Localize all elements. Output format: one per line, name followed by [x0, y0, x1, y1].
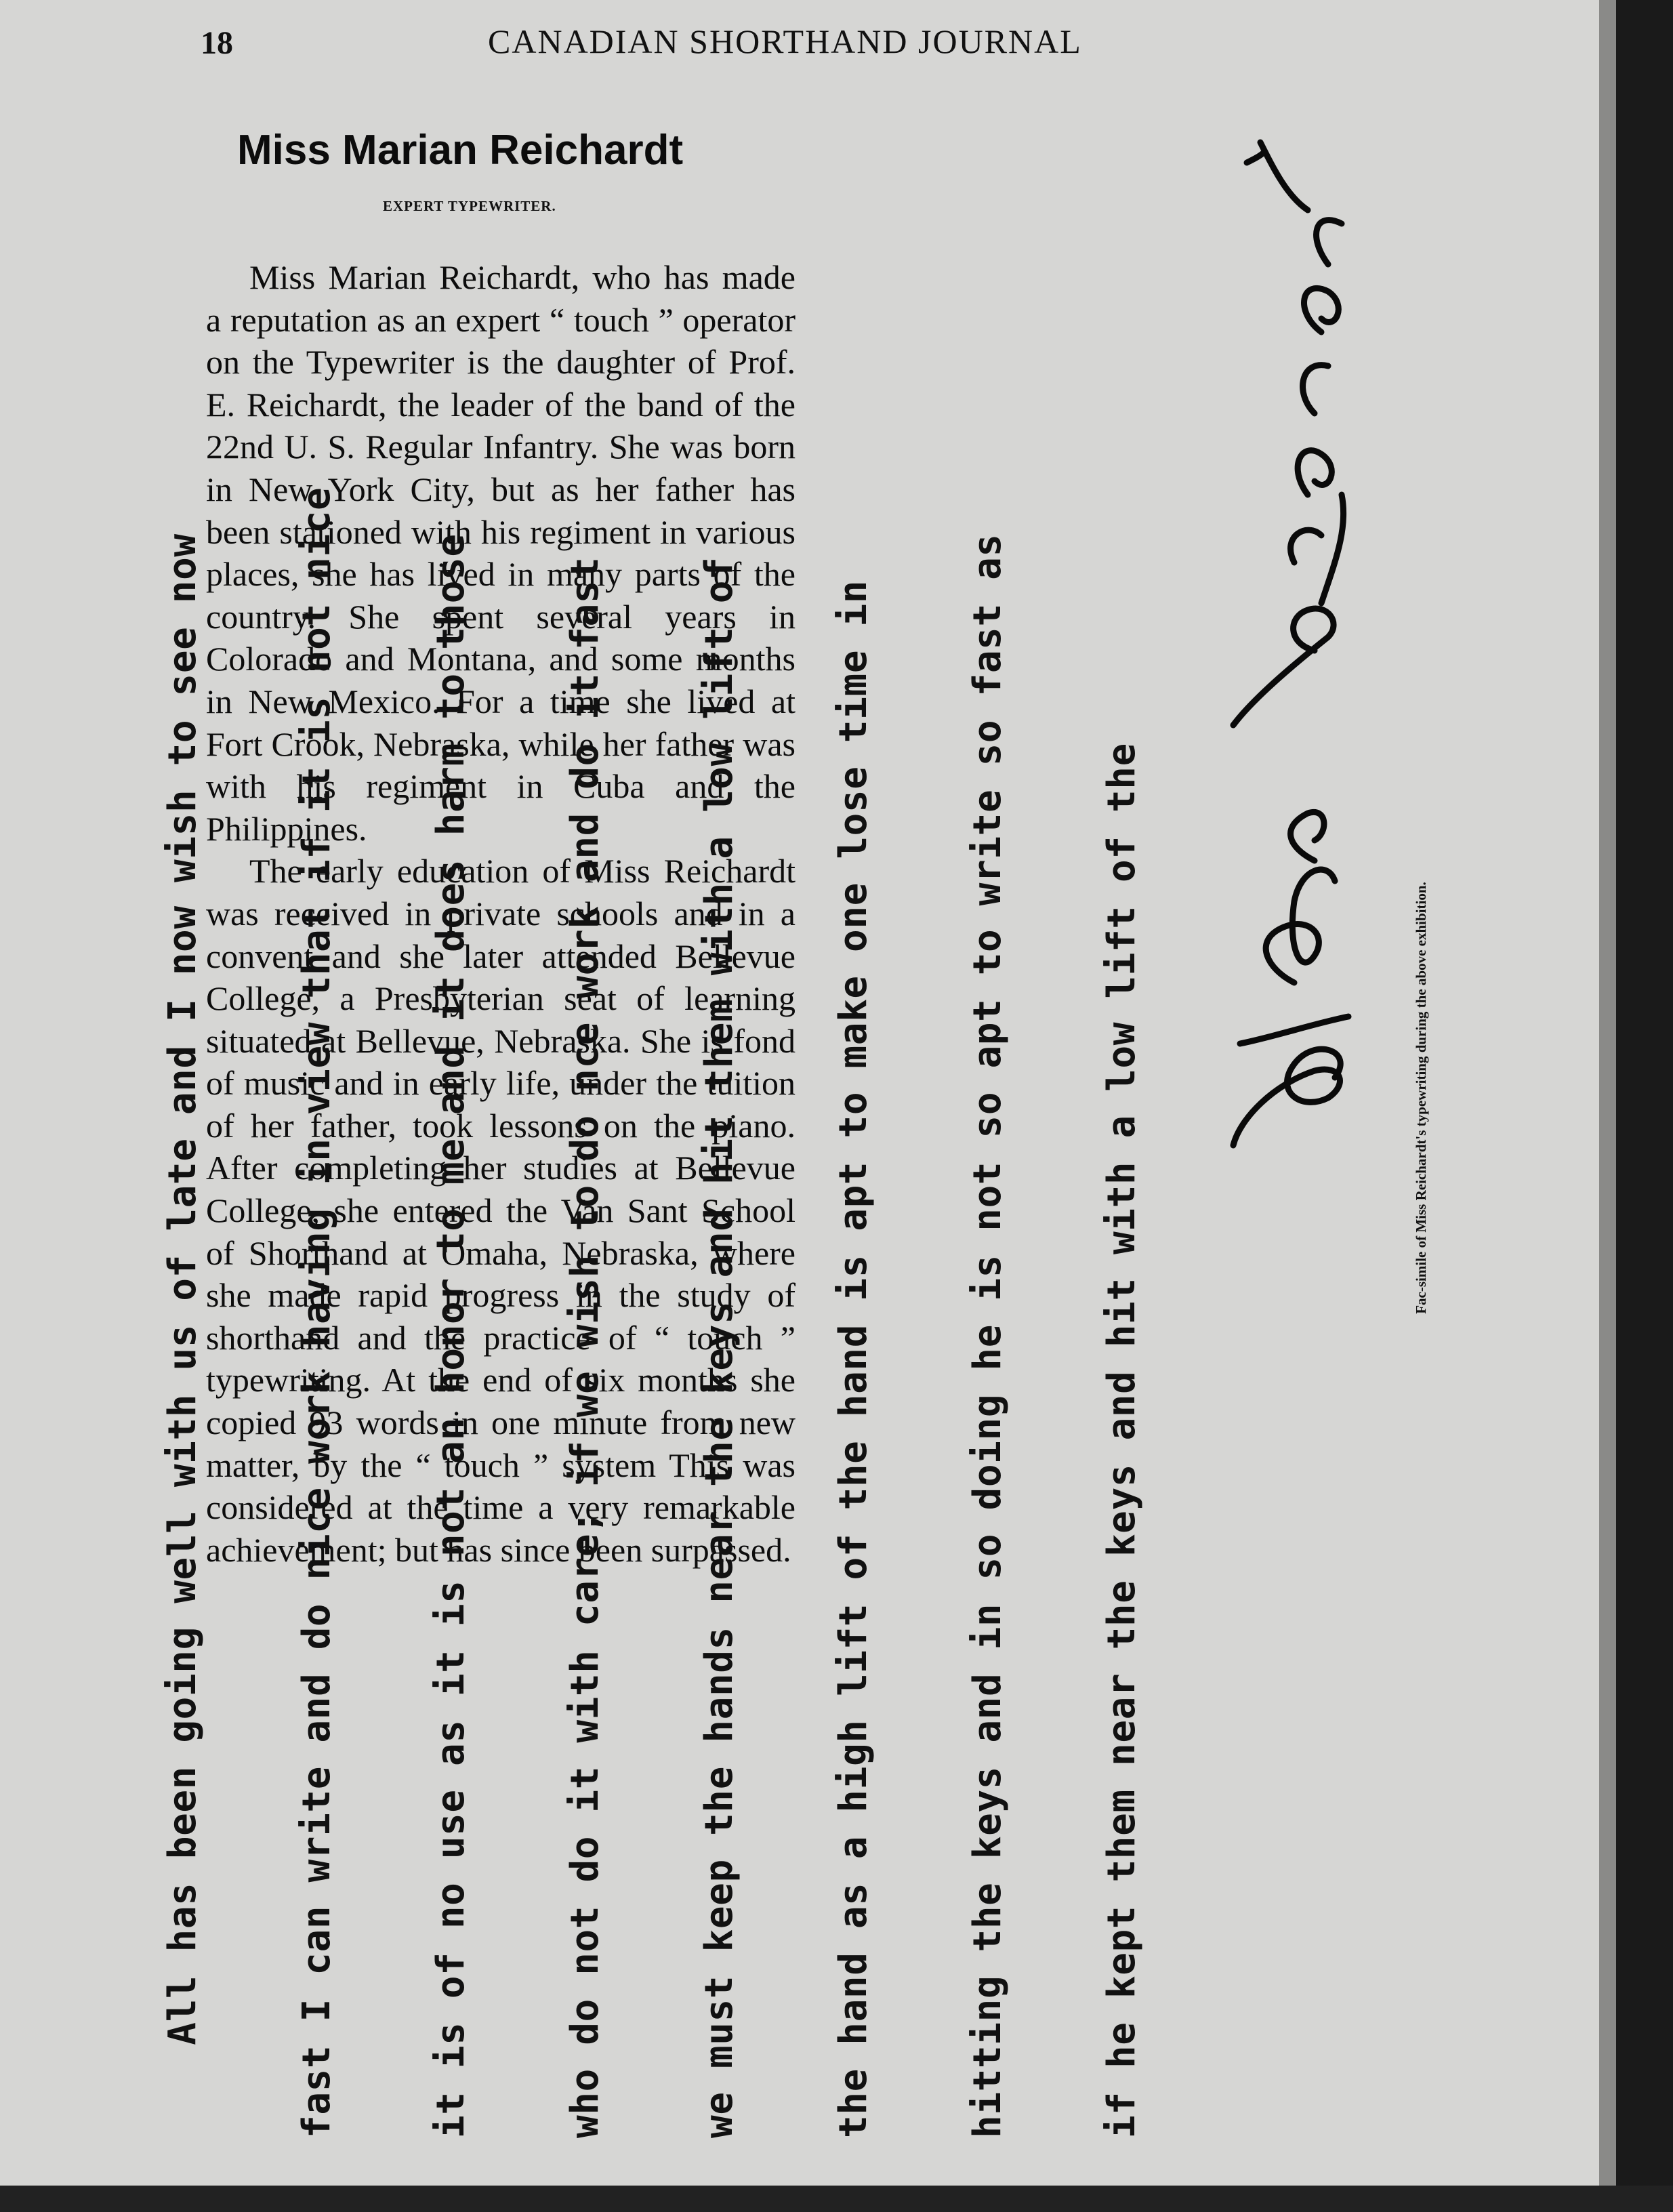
typed-line: it is of no use as it is not an honor to me and it does harm to those: [429, 533, 473, 2138]
typed-line: we must keep the hands near the keys and hit them with a low lift of: [697, 556, 741, 2138]
typed-line: hitting the keys and in so doing he is not so apt to write so fast as: [966, 533, 1010, 2138]
typed-line: who do not do it with care; if we wish to do nce work and do it fast: [563, 556, 607, 2138]
article-subtitle: EXPERT TYPEWRITER.: [383, 198, 556, 214]
running-head: CANADIAN SHORTHAND JOURNAL: [488, 22, 1082, 60]
typed-line: fast I can write and do nice work having in view that if it is not nice: [295, 487, 339, 2138]
scan-border-bottom: [0, 2186, 1673, 2212]
handwritten-signature: [1213, 88, 1362, 1172]
article-paragraph: The early education of Miss Reichardt was received in private schools and in a convent and she later attended Bellevue College, a Presbyterian seat of learning situated at Bellevue, Nebraska. She is fond of music and in early life, under the tuition of her father, took lessons on the piano. After completing her studies at Bellevue College, she entered the Van Sant School of Shorthand at Omaha, Nebraska, where she made rapid progress in the study of shorthand and the practice of “ touch ” typewriting. At the end of six months she copied 93 words in one minute from new matter, by the “ touch ” system This was considered at the time a very remarkable achievement; but has since been surpassed.: [206, 852, 796, 1569]
typed-lines: [71, 51, 1234, 2138]
article-paragraph: Miss Marian Reichardt, who has made a reputation as an expert “ touch ” operator on the Typewriter is the daughter of Prof. E. Reichardt, the leader of the band of the 22nd U. S. Regular Infantry. She was born in New York City, but as her father has been stationed with his regiment in various places, she has lived in many parts of the country. She spent several years in Colorado and Montana, and some months in New Mexico. For a time she lived at Fort Crook, Nebraska, while her father was with his regiment in Cuba and the Philippines.: [206, 258, 796, 848]
typed-line: All has been going well with us of late and I now wish to see now: [161, 533, 205, 2138]
page-number: 18: [201, 25, 233, 61]
typed-line: if he kept them near the keys and hit with a low lift of the: [1100, 743, 1144, 2138]
typed-line: the hand as a high lift of the hand is apt to make one lose time in: [831, 579, 875, 2138]
figure-caption: Fac-simile of Miss Reichardt's typewriting during the above exhibition.: [1413, 882, 1429, 1314]
article-title: Miss Marian Reichardt: [237, 127, 684, 173]
scan-border-right: [1616, 0, 1673, 2212]
